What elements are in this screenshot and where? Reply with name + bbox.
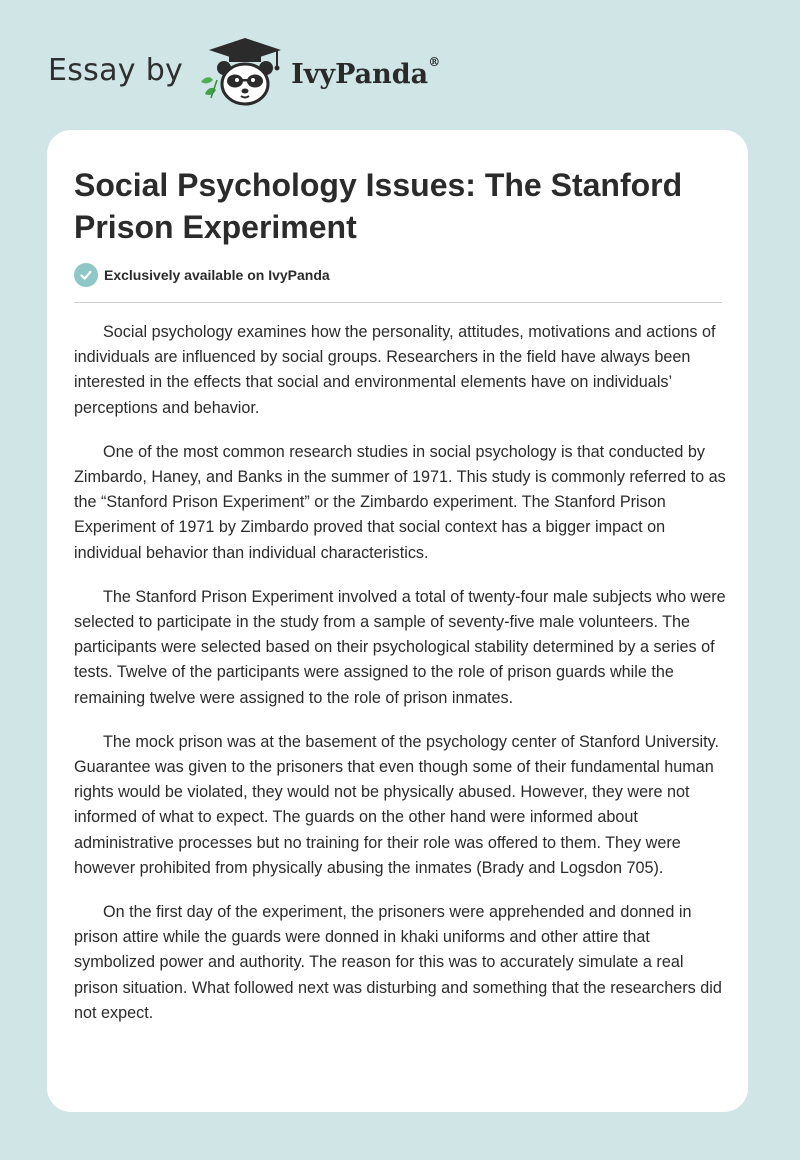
- paragraph: On the first day of the experiment, the prisoners were apprehended and donned in prison attire while the guards were donned in khaki uniforms and other attire that symbolized power and authority. The reason for this was to accurately simulate a real prison situation. What followed next was disturbing and something that the researchers did not expect.: [74, 903, 722, 1022]
- exclusive-badge: [74, 263, 330, 287]
- registered-mark: ®: [428, 54, 441, 69]
- essay-title: Social Psychology Issues: The Stanford Prison Experiment: [74, 167, 683, 245]
- panda-graduate-icon[interactable]: [197, 36, 289, 108]
- divider: [74, 302, 722, 303]
- paragraph: The Stanford Prison Experiment involved a total of twenty-four male subjects who were selected to participate in the study from a sample of seventy-five male volunteers. The participants were selected based on their psychological stability determined by a series of tests. Twelve of the participants were assigned to the role of prison guards while the remaining twelve were assigned to the role of prison inmates.: [74, 587, 726, 707]
- site-header: [48, 36, 440, 108]
- exclusive-badge-label: Exclusively available on IvyPanda: [104, 267, 330, 283]
- brand-name[interactable]: [291, 54, 441, 90]
- brand-name-text: IvyPanda: [291, 58, 429, 90]
- paragraph: The mock prison was at the basement of the psychology center of Stanford University. Guarantee was given to the prisoners that even though some of their fundamental human rights would be violated, they would not be physically abused. However, they were not informed of what to expect. The guards on the other hand were informed about administrative processes but no training for their role was offered to them. They were however prohibited from physically abusing the inmates (Brady and Logsdon 705).: [74, 732, 720, 877]
- essay-card: [47, 130, 748, 1112]
- paragraph: One of the most common research studies in social psychology is that conducted by Zimbardo, Haney, and Banks in the summer of 1971. This study is commonly referred to as the “Stanford Prison Experiment” or the Zimbardo experiment. The Stanford Prison Experiment of 1971 by Zimbardo proved that social context has a bigger impact on individual behavior than individual characteristics.: [74, 442, 726, 562]
- paragraph: Social psychology examines how the personality, attitudes, motivations and actions of individuals are influenced by social groups. Researchers in the field have always been interested in the effects that social and environmental elements have on individuals’ perceptions and behavior.: [74, 323, 716, 417]
- essay-body: [74, 320, 726, 1045]
- check-circle-icon: [74, 263, 98, 287]
- essay-by-label: Essay by: [48, 52, 184, 88]
